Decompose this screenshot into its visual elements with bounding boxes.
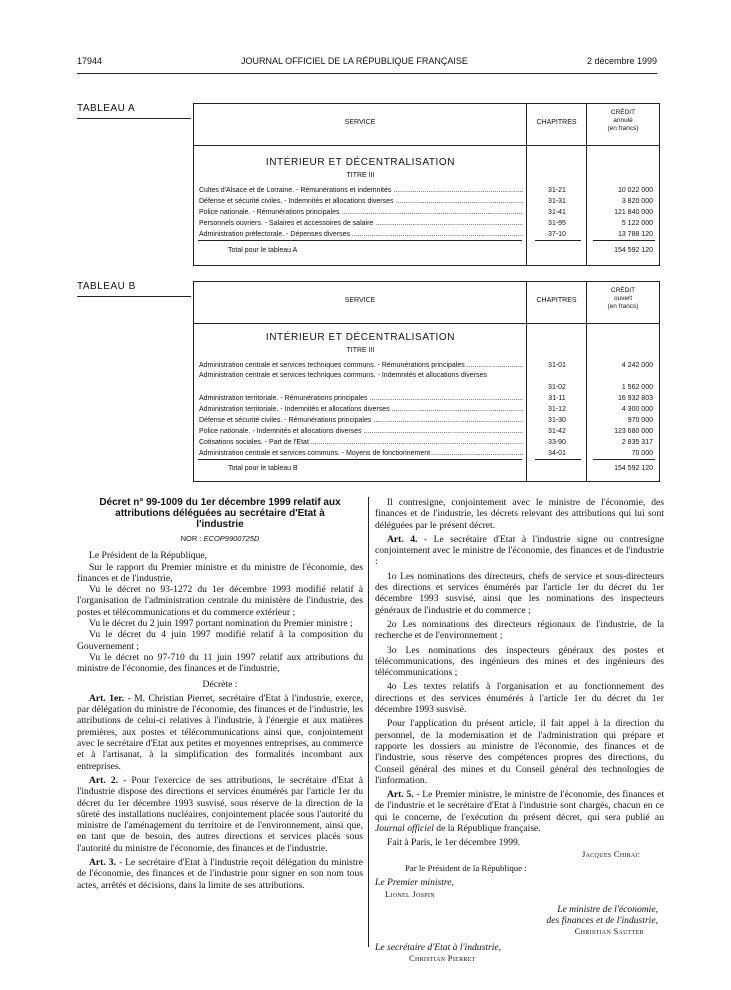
tableau-b-label: TABLEAU B (77, 281, 136, 292)
table-row: Personnels ouvriers. - Salaires et accessoires de salaire ..... 31-95 5 122 000 (194, 218, 659, 229)
par-le-president: Par le Président de la République : (405, 862, 527, 873)
tableau-b-header (194, 282, 659, 324)
minister-title: des finances et de l'industrie, (546, 915, 658, 927)
nor-reference: NOR : ECOP9900725D (180, 534, 260, 543)
table-row: Cultes d'Alsace et de Lorraine. - Rémunérations et indemnités ..... 31-21 10 022 000 (194, 185, 659, 196)
table-row: Défense et sécurité civiles. - Rémunérations principales ..... 31-30 970 000 (194, 415, 659, 426)
tableau-a-label: TABLEAU A (77, 103, 136, 114)
list-item: 1o Les nominations des directeurs, chefs de service et sous-directeurs des directions et services énumérés par l'article 1er du décret du 1er décembre 1993 susvisé, ainsi que les nominations des inspecteurs généraux de l'industrie et du commerce ; (375, 570, 664, 616)
article-3: Art. 3. - Le secrétaire d'Etat à l'industrie reçoit délégation du ministre de l'économie, des finances et de l'industrie pour signer en son nom tous actes, arrêtés et décisions, dans la limite de ses attributions. (77, 857, 363, 891)
sum-rule (198, 240, 522, 241)
table-row: Administration préfectorale. - Dépenses diverses ..... 37-10 13 788 120 (194, 229, 659, 240)
tableau-b-body: INTÉRIEUR ET DÉCENTRALISATION TITRE III Administration centrale et services techniques communs. - Rémunérations principales ..... 31-01 4 242 000 Administration centrale et services techniques communs. - Indemnités et allocations diverses 31-02 1 562 000 Administration territoriale. - Rémunérations principales ..... 31-11 16 932 803 Administration territoriale. - Indemnités et allocations diverses ..... 31-12 4 300 000 Défense et sécurité civiles. - Rémunérations principales ..... 31-30 970 000 Police nationale. - Indemnités et allocations diverses ..... 31-42 123 680 000 Cotisations sociales. - Part de l'Etat ..... 33-90 2 835 317 Administration centrale et services communs. - Moyens de fonctionnement ..... 34-01 70 000 Total pour le tableau B 154 592 120 (194, 324, 659, 481)
done-at: Fait à Paris, le 1er décembre 1999. (387, 837, 521, 849)
page-number: 17944 (77, 56, 103, 66)
table-row: Administration centrale et services communs. - Moyens de fonctionnement ..... 34-01 70 000 (194, 448, 659, 459)
header-rule (77, 73, 657, 74)
article-4: Art. 4. - Le secrétaire d'Etat à l'industrie signe ou contresigne conjointement avec le ministre de l'économie, des finances et de l'industrie : (375, 533, 664, 568)
table-row: Police nationale. - Rémunérations principales ..... 31-41 121 840 000 (194, 207, 659, 218)
col-credit-header: CRÉDIT ouvert (en francs) (607, 287, 639, 310)
tableau-a-body: INTÉRIEUR ET DÉCENTRALISATION TITRE III Cultes d'Alsace et de Lorraine. - Rémunérations et indemnités ..... 31-21 10 022 000 Défense et sécurité civiles. - Indemnités et allocations diverses ..... 31-31 3 820 000 Police nationale. - Rémunérations principales ..... 31-41 121 840 000 Personnels ouvriers. - Salaires et accessoires de salaire ..... 31-95 5 122 000 Administration préfectorale. - Dépenses diverses ..... 37-10 13 788 120 Total pour le tableau A 154 592 120 (194, 146, 659, 265)
minister-signature: Christian Sautter (574, 926, 644, 937)
tableau-b-rule (77, 296, 191, 297)
secretary-signature: Christian Pierret (409, 952, 476, 963)
table-row: Défense et sécurité civiles. - Indemnités et allocations diverses ..... 31-31 3 820 000 (194, 196, 659, 207)
list-item: 2o Les nominations des directeurs régionaux de l'industrie, de la recherche et de l'environnement ; (375, 618, 664, 642)
list-item: 4o Les textes relatifs à l'organisation et au fonctionnement des directions et des services énumérés à l'article 1er du décret du 1er décembre 1993 susvisé. (375, 681, 664, 716)
sum-rule (198, 459, 522, 460)
article-1: Art. 1er. - M. Christian Pierret, secrétaire d'Etat à l'industrie, exerce, par délégation du ministre de l'économie, des finances et de l'industrie, les attributions de celui-ci relatives à l'industrie, à l'énergie et aux matières premières, aux postes et télécommunications ainsi que, conjointement avec le secrétaire d'Etat aux petites et moyennes entreprises, au commerce et à l'artisanat, à la simplification des formalités incombant aux entreprises. (77, 692, 363, 772)
pm-signature: Lionel Jospin (385, 888, 435, 899)
section-subtitle: TITRE III (346, 172, 375, 179)
tableau-a-rule (77, 118, 191, 119)
secretary-title: Le secrétaire d'Etat à l'industrie, (375, 941, 502, 953)
table-row: Administration centrale et services techniques communs. - Rémunérations principales ..... 31-01 4 242 000 (194, 360, 659, 371)
paragraph: Pour l'application du présent article, il fait appel à la direction du personnel, de la modernisation et de l'administration qui prépare et rapporte les dossiers au ministre de l'économie, des finances et de l'industrie, sous réserve des compétences propres des directions, du Conseil général des mines et du Conseil général des technologies de l'information. (375, 718, 664, 786)
col-service-header: SERVICE (344, 119, 376, 126)
section-title: INTÉRIEUR ET DÉCENTRALISATION (265, 332, 456, 343)
president-signature: Jacques Chirac (582, 848, 640, 859)
table-row: Cotisations sociales. - Part de l'Etat ..... 33-90 2 835 317 (194, 437, 659, 448)
table-row: Administration territoriale. - Indemnités et allocations diverses ..... 31-12 4 300 000 (194, 404, 659, 415)
journal-title: JOURNAL OFFICIEL DE LA RÉPUBLIQUE FRANÇAISE (241, 56, 468, 66)
list-item: 3o Les nominations des inspecteurs généraux des postes et télécommunications, des ingénieurs des mines et des ingénieurs des télécommunications ; (375, 644, 664, 679)
col-chapitres-header: CHAPITRES (536, 297, 577, 304)
table-row: Police nationale. - Indemnités et allocations diverses ..... 31-42 123 680 000 (194, 426, 659, 437)
column-divider (368, 497, 369, 947)
sum-rule (535, 240, 581, 241)
decrete-heading: Décrète : (202, 678, 238, 690)
col-service-header: SERVICE (344, 297, 376, 304)
paragraph: Sur le rapport du Premier ministre et du ministre de l'économie, des finances et de l'industrie, (77, 561, 363, 584)
sum-rule (593, 240, 655, 241)
page-header (77, 56, 657, 70)
sum-rule (593, 459, 655, 460)
col-credit-header: CRÉDIT annulé (en francs) (607, 109, 639, 132)
decree-left-column (77, 497, 363, 891)
paragraph: Il contresigne, conjointement avec le ministre de l'économie, des finances et de l'industrie, les décrets relevant des attributions qui lui sont déléguées par le présent décret. (375, 497, 664, 531)
paragraph: Vu le décret du 4 juin 1997 modifié relatif à la composition du Gouvernement ; (77, 629, 363, 652)
paragraph: Vu le décret du 2 juin 1997 portant nomination du Premier ministre ; (89, 618, 353, 630)
decree-right-column (375, 497, 664, 964)
table-row: Administration centrale et services techniques communs. - Indemnités et allocations diverses 31-02 1 562 000 (199, 372, 653, 391)
section-subtitle: TITRE III (346, 347, 375, 354)
col-chapitres-header: CHAPITRES (536, 119, 577, 126)
pm-title: Le Premier ministre, (375, 877, 454, 889)
paragraph: Vu le décret no 93-1272 du 1er décembre 1993 modifié relatif à l'organisation de l'administration centrale du ministère de l'industrie, des postes et télécommunications et du commerce extérieur ; (77, 584, 363, 618)
tableau-a-header (194, 104, 659, 146)
tableau-a (193, 103, 660, 266)
paragraph: Vu le décret no 97-710 du 11 juin 1997 relatif aux attributions du ministre de l'économie, des finances et de l'industrie, (77, 651, 363, 675)
minister-title: Le ministre de l'économie, (557, 903, 658, 915)
sum-rule (535, 459, 581, 460)
article-5: Art. 5. - Le Premier ministre, le ministre de l'économie, des finances et de l'industrie et le secrétaire d'Etat à l'industrie sont chargés, chacun en ce qui le concerne, de l'exécution du présent décret, qui sera publié au Journal officiel de la République française. (375, 789, 664, 835)
article-2: Art. 2. - Pour l'exercice de ses attributions, le secrétaire d'Etat à l'industrie dispose des directions et services énumérés par l'article 1er du décret du 1er décembre 1993 susvisé, sous réserve de la direction de la sûreté des installations nucléaires, conjointement placée sous l'autorité du ministre de l'aménagement du territoire et de l'environnement, ainsi que, en tant que de besoin, des autres directions et services placés sous l'autorité du ministre de l'économie, des finances et de l'industrie. (77, 774, 363, 854)
table-row: Administration territoriale. - Rémunérations principales ..... 31-11 16 932 803 (194, 393, 659, 404)
decree-title: Décret n° 99-1009 du 1er décembre 1999 relatif aux attributions déléguées au secrétaire d'Etat à l'industrie (99, 497, 341, 530)
paragraph: Le Président de la République, (89, 550, 208, 562)
section-title: INTÉRIEUR ET DÉCENTRALISATION (265, 157, 456, 168)
issue-date: 2 décembre 1999 (586, 56, 657, 66)
tableau-b (193, 281, 660, 482)
